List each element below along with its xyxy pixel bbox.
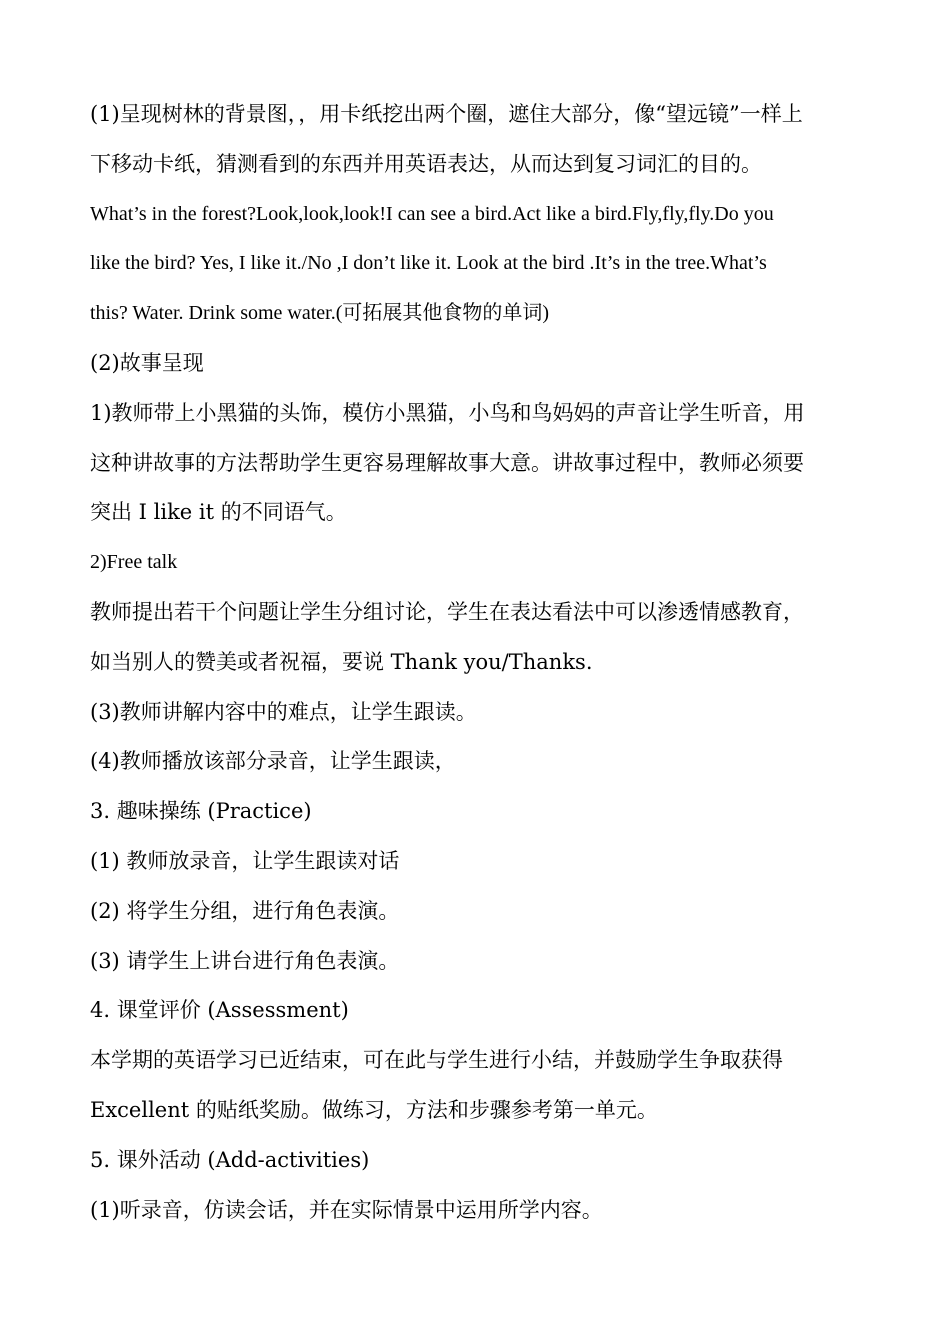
text-line: Excellent 的贴纸奖励。做练习，方法和步骤参考第一单元。 xyxy=(90,1097,658,1122)
text-line: 教师提出若干个问题让学生分组讨论，学生在表达看法中可以渗透情感教育， xyxy=(90,599,804,624)
text-line: 1)教师带上小黑猫的头饰，模仿小黑猫，小鸟和鸟妈妈的声音让学生听音，用 xyxy=(90,400,805,425)
text-line: (1)听录音，仿读会话，并在实际情景中运用所学内容。 xyxy=(90,1197,603,1222)
document-body xyxy=(90,90,860,1235)
text-line: 突出 I like it 的不同语气。 xyxy=(90,500,347,525)
text-line: (1)呈现树林的背景图，，用卡纸挖出两个圈，遮住大部分，像“望远镜”一样上 xyxy=(90,102,803,126)
text-line: this? Water. Drink some water.(可拓展其他食物的单词) xyxy=(90,302,550,325)
text-line: (3) 请学生上讲台进行角色表演。 xyxy=(90,948,400,973)
text-line: What’s in the forest?Look,look,look!I can see a bird.Act like a bird.Fly,fly,fly.Do you xyxy=(90,202,774,225)
text-line: (3)教师讲解内容中的难点，让学生跟读。 xyxy=(90,699,477,724)
text-line: (4)教师播放该部分录音，让学生跟读， xyxy=(90,749,456,774)
text-line: like the bird? Yes, I like it./No ,I don’t like it. Look at the bird .It’s in the tree.What’s xyxy=(90,252,767,275)
section-heading: 5. 课外活动 (Add-activities) xyxy=(90,1147,370,1172)
section-heading: 3. 趣味操练 (Practice) xyxy=(90,799,312,824)
text-line: 如当别人的赞美或者祝福，要说 Thank you/Thanks. xyxy=(90,649,593,674)
section-heading: 4. 课堂评价 (Assessment) xyxy=(90,998,349,1023)
section-heading: 2)Free talk xyxy=(90,551,178,574)
text-line: (1) 教师放录音，让学生跟读对话 xyxy=(90,848,400,873)
text-line: 下移动卡纸，猜测看到的东西并用英语表达，从而达到复习词汇的目的。 xyxy=(90,151,762,176)
text-line: 这种讲故事的方法帮助学生更容易理解故事大意。讲故事过程中，教师必须要 xyxy=(90,450,804,475)
text-line: 本学期的英语学习已近结束，可在此与学生进行小结，并鼓励学生争取获得 xyxy=(90,1048,783,1073)
section-heading: (2)故事呈现 xyxy=(90,350,204,375)
text-line: (2) 将学生分组，进行角色表演。 xyxy=(90,898,400,923)
